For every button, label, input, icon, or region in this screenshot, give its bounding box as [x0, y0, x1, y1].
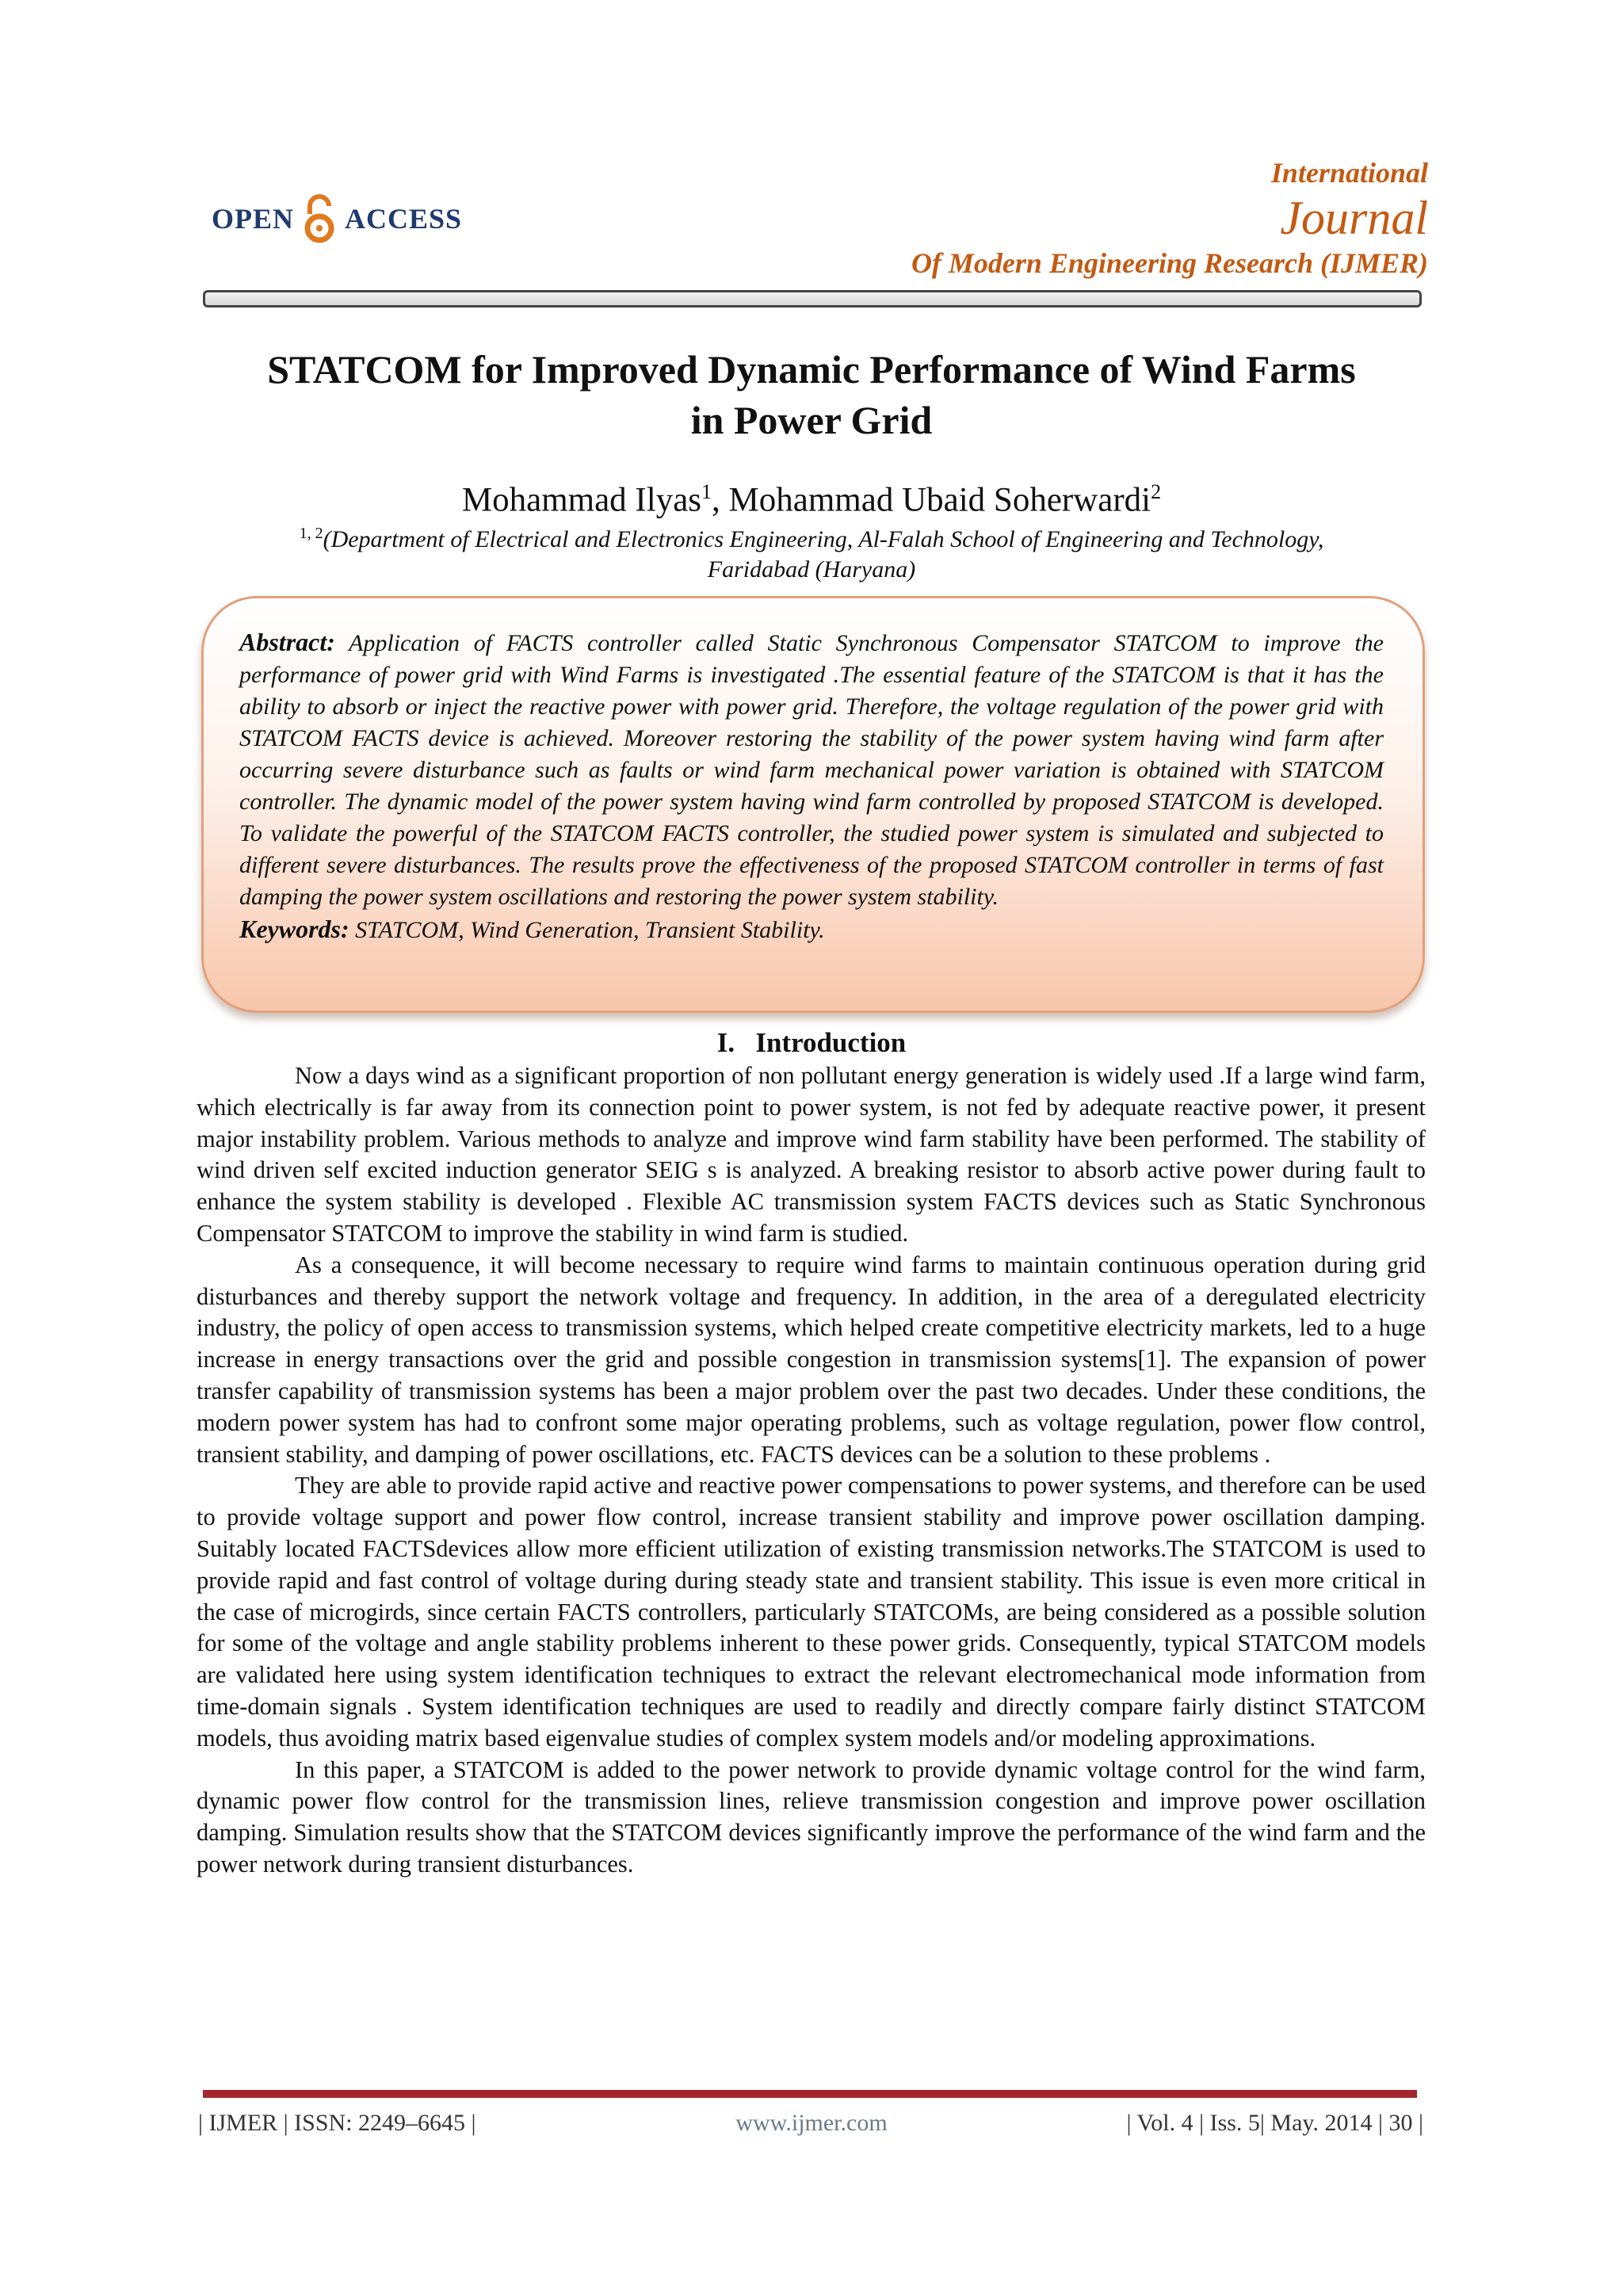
abstract-text: Application of FACTS controller called Static Synchronous Compensator STATCOM to improve the performance of power grid with Wind Farms is investigated .The essential feature of the STATCOM is that it has the ability to absorb or inject the reactive power with power grid. Therefore, the voltage regulation of the power grid with STATCOM FACTS device is achieved. Moreover restoring the stability of the power system having wind farm after occurring severe disturbance such as faults or wind farm mechanical power variation is obtained with STATCOM controller. The dynamic model of the power system having wind farm controlled by proposed STATCOM is developed. To validate the powerful of the STATCOM FACTS controller, the studied power system is simulated and subjected to different severe disturbances. The results prove the effectiveness of the proposed STATCOM controller in terms of fast damping the power system oscillations and restoring the power system stability.: [239, 630, 1384, 910]
open-access-left-text: OPEN: [212, 203, 295, 235]
paragraph: Now a days wind as a significant proportion of non pollutant energy generation is widely used .If a large wind farm, which electrically is far away from its connection point to power system, is not fed by adequate reactive power, it present major instability problem. Various methods to analyze and improve wind farm stability have been performed. The stability of wind driven self excited induction generator SEIG s is analyzed. A breaking resistor to absorb active power during fault to enhance the system stability is developed . Flexible AC transmission system FACTS devices such as Static Synchronous Compensator STATCOM to improve the stability in wind farm is studied.: [197, 1062, 1426, 1247]
journal-name: [911, 155, 1428, 281]
keywords-text: STATCOM, Wind Generation, Transient Stability.: [355, 917, 825, 943]
open-access-logo: [212, 193, 462, 244]
author-1: Mohammad Ilyas: [461, 481, 702, 519]
paper-title: [158, 344, 1465, 445]
footer-website-link[interactable]: www.ijmer.com: [735, 2110, 888, 2136]
affiliation-line1: (Department of Electrical and Electronics Engineering, Al-Falah School of Engineering and Technology,: [323, 526, 1324, 552]
journal-name-line3: Of Modern Engineering Research (IJMER): [911, 247, 1428, 279]
introduction-body: [197, 1060, 1426, 1881]
author-line: [158, 472, 1465, 520]
footer-issn: | IJMER | ISSN: 2249–6645 |: [198, 2110, 476, 2136]
author-1-sup: 1: [701, 480, 712, 503]
footer-volume-page: | Vol. 4 | Iss. 5| May. 2014 | 30 |: [1126, 2110, 1423, 2136]
author-2: Mohammad Ubaid Soherwardi: [728, 481, 1151, 519]
paragraph: In this paper, a STATCOM is added to the power network to provide dynamic voltage control for the wind farm, dynamic power flow control for the transmission lines, relieve transmission congestion and improve power oscillation damping. Simulation results show that the STATCOM devices significantly improve the performance of the wind farm and the power network during transient disturbances.: [197, 1755, 1426, 1878]
journal-name-line2: Journal: [1280, 192, 1428, 244]
keywords-label: Keywords:: [239, 915, 349, 943]
affiliation-sup: 1, 2: [299, 525, 323, 542]
author-2-sup: 2: [1151, 480, 1162, 503]
author-separator: ,: [712, 481, 729, 519]
affiliation: [158, 518, 1465, 585]
footer-divider-bar: [203, 2090, 1417, 2098]
open-access-lock-icon: [304, 193, 335, 244]
section-heading-introduction: I. Introduction: [716, 1027, 907, 1058]
paragraph: As a consequence, it will become necessary to require wind farms to maintain continuous operation during grid disturbances and thereby support the network voltage and frequency. In addition, in the area of a deregulated electricity industry, the policy of open access to transmission systems, which helped create competitive electricity markets, led to a huge increase in energy transactions over the grid and possible congestion in transmission systems[1]. The expansion of power transfer capability of transmission systems has been a major problem over the past two decades. Under these conditions, the modern power system has had to confront some major operating problems, such as voltage regulation, power flow control, transient stability, and damping of power oscillations, etc. FACTS devices can be a solution to these problems .: [197, 1251, 1426, 1468]
paper-title-line1: STATCOM for Improved Dynamic Performance of Wind Farms: [267, 347, 1356, 392]
journal-name-line1: International: [1270, 157, 1428, 189]
paper-title-line2: in Power Grid: [690, 398, 933, 442]
paragraph: They are able to provide rapid active and reactive power compensations to power systems, and therefore can be used to provide voltage support and power flow control, increase transient stability and improve power oscillation damping. Suitably located FACTSdevices allow more efficient utilization of existing transmission networks.The STATCOM is used to provide rapid and fast control of voltage during during steady state and transient stability. This issue is even more critical in the case of microgirds, since certain FACTS controllers, particularly STATCOMs, are being considered as a possible solution for some of the voltage and angle stability problems inherent to these power grids. Consequently, typical STATCOM models are validated here using system identification techniques to extract the relevant electromechanical mode information from time-domain signals . System identification techniques are used to readily and directly compare fairly distinct STATCOM models, thus avoiding matrix based eigenvalue studies of complex system models and/or modeling approximations.: [197, 1472, 1426, 1752]
open-access-right-text: ACCESS: [345, 203, 463, 235]
affiliation-line2: Faridabad (Haryana): [707, 556, 916, 583]
abstract: [239, 626, 1384, 946]
header-divider-bar: [203, 290, 1422, 308]
abstract-label: Abstract:: [239, 628, 335, 656]
